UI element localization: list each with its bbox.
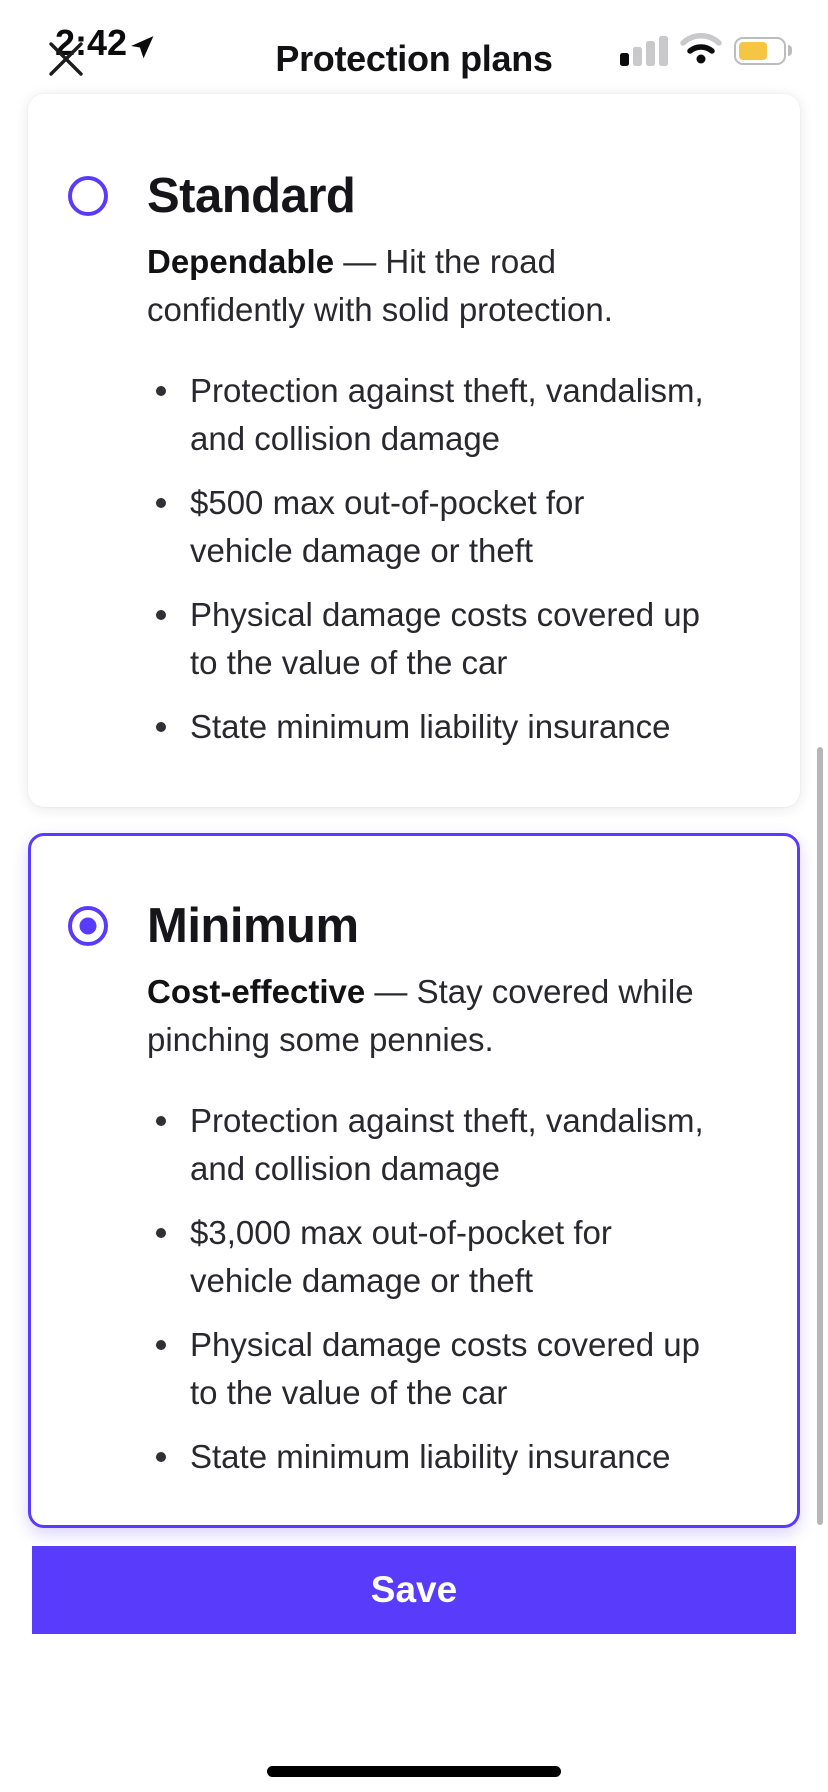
plan-tagline [147, 238, 760, 334]
tagline-lead: Cost-effective [147, 973, 366, 1010]
plan-header [68, 168, 760, 224]
feature-item: Protection against theft, vandalism, and collision damage [147, 1097, 760, 1193]
feature-item: $3,000 max out-of-pocket for vehicle damage or theft [147, 1209, 760, 1305]
home-indicator[interactable] [267, 1766, 561, 1777]
plan-name: Standard [147, 169, 356, 223]
feature-item: State minimum liability insurance [147, 1433, 760, 1481]
feature-list [147, 1097, 760, 1481]
nav-header [0, 32, 828, 88]
tagline-rest: — Hit the road [334, 243, 556, 280]
tagline-rest: — Stay covered while [365, 973, 694, 1010]
radio-minimum[interactable] [68, 906, 108, 946]
plan-card-standard[interactable] [28, 94, 800, 807]
status-time: 2:42 [55, 22, 128, 63]
plan-body [147, 238, 760, 751]
feature-item: Protection against theft, vandalism, and collision damage [147, 367, 760, 463]
save-button[interactable]: Save [32, 1546, 796, 1634]
tagline-line2: confidently with solid protection. [147, 291, 613, 328]
plan-body [147, 968, 760, 1481]
plan-header [68, 898, 760, 954]
scrollbar[interactable] [817, 747, 823, 1525]
tagline-lead: Dependable [147, 243, 335, 280]
page-title: Protection plans [275, 38, 553, 79]
plan-name: Minimum [147, 899, 359, 953]
feature-item: $500 max out-of-pocket for vehicle damage or theft [147, 479, 760, 575]
feature-list [147, 367, 760, 751]
feature-item: Physical damage costs covered up to the value of the car [147, 1321, 760, 1417]
plan-card-minimum[interactable] [28, 833, 800, 1528]
plan-tagline [147, 968, 760, 1064]
tagline-line2: pinching some pennies. [147, 1021, 494, 1058]
radio-standard[interactable] [68, 176, 108, 216]
feature-item: State minimum liability insurance [147, 703, 760, 751]
feature-item: Physical damage costs covered up to the value of the car [147, 591, 760, 687]
